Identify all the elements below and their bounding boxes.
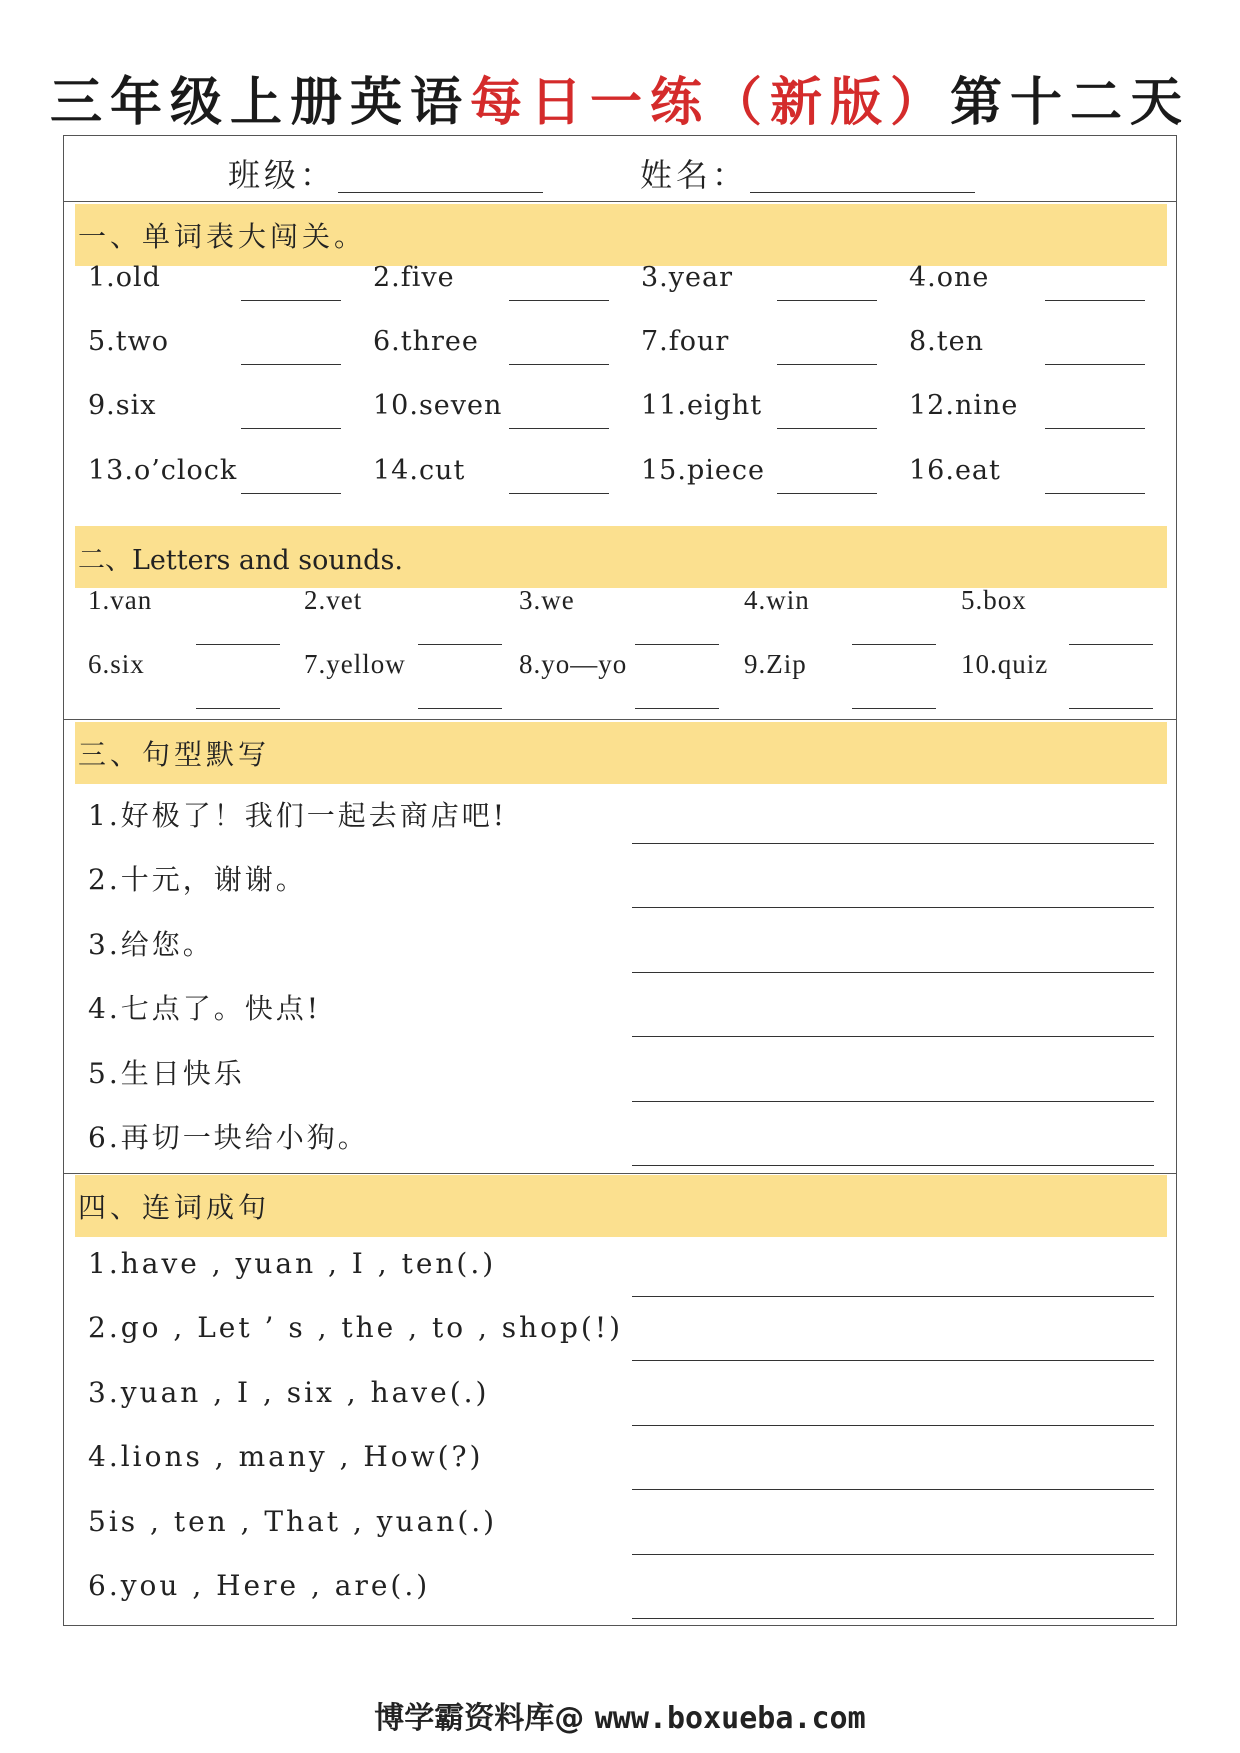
section1-word: 4.one (909, 262, 990, 293)
title-day: 第十二天 (950, 73, 1191, 133)
section1-word: 16.eat (909, 455, 1001, 486)
section1-word: 9.six (88, 390, 157, 421)
section2-answer-blank[interactable] (1069, 708, 1153, 709)
section2-word: 8.yo—yo (519, 649, 628, 679)
section1-word: 3.year (641, 262, 733, 293)
section3-answer-line[interactable] (632, 1101, 1154, 1102)
section1-word: 5.two (88, 326, 169, 357)
section3-heading: 三、句型默写 (75, 722, 1167, 784)
section4-heading: 四、连词成句 (75, 1175, 1167, 1237)
section3-item: 6.再切一块给小狗。 (88, 1121, 369, 1154)
section3-answer-line[interactable] (632, 972, 1154, 973)
divider (63, 1173, 1177, 1174)
section1-answer-blank[interactable] (777, 364, 877, 365)
section2-answer-blank[interactable] (635, 644, 719, 645)
section2-word: 5.box (961, 585, 1027, 615)
section1-answer-blank[interactable] (241, 428, 341, 429)
section1-word: 10.seven (373, 390, 503, 421)
section3-answer-line[interactable] (632, 907, 1154, 908)
section2-heading: 二、Letters and sounds. (75, 526, 1167, 588)
section4-answer-line[interactable] (632, 1618, 1154, 1619)
section3-answer-line[interactable] (632, 1036, 1154, 1037)
section1-word: 11.eight (641, 390, 763, 421)
worksheet-title (0, 60, 1240, 135)
section2-word: 7.yellow (304, 649, 406, 679)
section1-word: 12.nine (909, 390, 1019, 421)
section2-answer-blank[interactable] (196, 644, 280, 645)
section4-item: 5is , ten , That , yuan(.) (88, 1505, 498, 1538)
section1-answer-blank[interactable] (1045, 428, 1145, 429)
section1-word: 15.piece (641, 455, 765, 486)
section3-item: 1.好极了！我们一起去商店吧! (88, 799, 507, 832)
section3-item: 2.十元，谢谢。 (88, 863, 307, 896)
section4-answer-line[interactable] (632, 1554, 1154, 1555)
section1-answer-blank[interactable] (241, 493, 341, 494)
section2-answer-blank[interactable] (1069, 644, 1153, 645)
section1-word: 13.o’clock (88, 455, 238, 486)
section3-answer-line[interactable] (632, 1165, 1154, 1166)
section2-word: 4.win (744, 585, 810, 615)
section1-word: 7.four (641, 326, 730, 357)
section1-answer-blank[interactable] (509, 300, 609, 301)
section2-answer-blank[interactable] (418, 644, 502, 645)
section1-heading: 一、单词表大闯关。 (75, 204, 1167, 266)
section1-word: 1.old (88, 262, 161, 293)
section4-item: 1.have , yuan , I , ten(.) (88, 1247, 497, 1280)
divider (63, 719, 1177, 720)
section2-word: 9.Zip (744, 649, 807, 679)
divider (63, 201, 1177, 202)
section2-answer-blank[interactable] (635, 708, 719, 709)
name-label: 姓名： (640, 156, 749, 194)
section2-answer-blank[interactable] (196, 708, 280, 709)
title-series: 每日一练（新版） (469, 73, 950, 133)
section1-answer-blank[interactable] (509, 364, 609, 365)
section2-word: 6.six (88, 649, 145, 679)
section4-item: 2.go , Let ’ s , the , to , shop(!) (88, 1311, 624, 1344)
section4-item: 3.yuan , I , six , have(.) (88, 1376, 490, 1409)
section2-word: 2.vet (304, 585, 363, 615)
section2-word: 1.van (88, 585, 153, 615)
section4-item: 6.you , Here , are(.) (88, 1569, 431, 1602)
section2-answer-blank[interactable] (852, 644, 936, 645)
class-label: 班级： (228, 156, 337, 194)
section4-item: 4.lions , many , How(?) (88, 1440, 484, 1473)
section1-answer-blank[interactable] (1045, 364, 1145, 365)
section3-answer-line[interactable] (632, 843, 1154, 844)
section1-word: 8.ten (909, 326, 984, 357)
section4-answer-line[interactable] (632, 1360, 1154, 1361)
section3-item: 5.生日快乐 (88, 1057, 245, 1090)
footer-brand: 博学霸资料库@ (374, 1701, 585, 1736)
section1-word: 14.cut (373, 455, 466, 486)
section1-answer-blank[interactable] (241, 300, 341, 301)
footer-watermark (0, 1693, 1240, 1737)
name-field[interactable] (750, 192, 975, 193)
section2-word: 10.quiz (961, 649, 1049, 679)
section4-answer-line[interactable] (632, 1489, 1154, 1490)
section1-answer-blank[interactable] (509, 493, 609, 494)
section2-word: 3.we (519, 585, 575, 615)
section1-answer-blank[interactable] (1045, 493, 1145, 494)
section1-answer-blank[interactable] (241, 364, 341, 365)
section3-item: 4.七点了。快点! (88, 992, 321, 1025)
section1-answer-blank[interactable] (777, 300, 877, 301)
section3-item: 3.给您。 (88, 928, 214, 961)
section1-answer-blank[interactable] (777, 493, 877, 494)
student-info-row (0, 150, 1240, 200)
section2-answer-blank[interactable] (418, 708, 502, 709)
section4-answer-line[interactable] (632, 1425, 1154, 1426)
title-grade: 三年级上册英语 (49, 73, 470, 133)
section1-word: 6.three (373, 326, 479, 357)
section1-word: 2.five (373, 262, 455, 293)
section4-answer-line[interactable] (632, 1296, 1154, 1297)
section1-answer-blank[interactable] (1045, 300, 1145, 301)
class-field[interactable] (338, 192, 543, 193)
footer-url: www.boxueba.com (594, 1701, 866, 1736)
section1-answer-blank[interactable] (509, 428, 609, 429)
section2-answer-blank[interactable] (852, 708, 936, 709)
section1-answer-blank[interactable] (777, 428, 877, 429)
